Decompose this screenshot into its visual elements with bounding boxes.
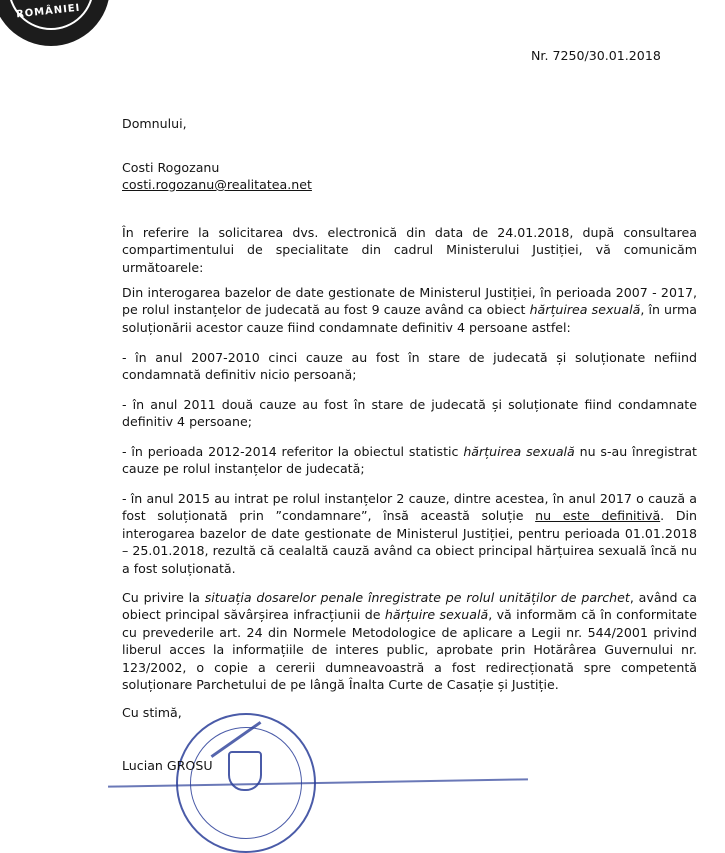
bullet4-text-b: . Din interogarea bazelor de date gestionate de Ministerul Justiției, pentru perioada 01.01.2018 – 25.01.2018, rezultă că cealaltă cauză având ca obiect principal hărțuirea sexuală încă nu a fost soluționată.: [122, 508, 697, 576]
final-text-c: , vă informăm că în conformitate cu prevederile art. 24 din Normele Metodologice de aplicare a Legii nr. 544/2001 privind liberul acces la informațiile de interes public, aprobate prin Hotărârea Guvernului nr. 123/2002, o copie a cererii dumneavoastră a fost redirecționată spre competentă soluționare Parchetului de pe lângă Înalta Curte de Casație și Justiție.: [122, 607, 697, 693]
recipient-name: Costi Rogozanu: [122, 160, 220, 175]
reference-number: Nr. 7250/30.01.2018: [531, 48, 661, 63]
bullet-2015: [122, 490, 697, 577]
ministry-seal-logo: [0, 0, 110, 46]
prosecution-paragraph: [122, 589, 697, 693]
intro-paragraph: În referire la solicitarea dvs. electronică din data de 24.01.2018, după consultarea compartimentului de specialitate din cadrul Ministerului Justiției, vă comunicăm următoarele:: [122, 225, 697, 275]
data-text-emphasis: hărțuirea sexuală: [529, 302, 641, 318]
signature-line: [108, 778, 528, 787]
final-emphasis-2: hărțuire sexuală: [384, 607, 489, 623]
closing-salutation: Cu stimă,: [122, 705, 182, 720]
bullet4-underlined: nu este definitivă: [535, 508, 661, 524]
bullet-2012-2014: [122, 443, 697, 478]
bullet3-emphasis: hărțuirea sexuală: [463, 444, 575, 459]
data-text-a: Din interogarea bazelor de date gestionate de Ministerul Justiției, în perioada 2007 - 2017, pe rolul instanțelor de judecată au fost 9 cauze având ca obiect: [122, 285, 697, 318]
bullet-2007-2010: - în anul 2007-2010 cinci cauze au fost în stare de judecată și soluționate nefiind condamnată definitiv nicio persoană;: [122, 350, 697, 383]
greeting: Domnului,: [122, 116, 187, 131]
bullet3-text-a: - în perioada 2012-2014 referitor la obiectul statistic: [122, 444, 464, 459]
bullet4-text-a: - în anul 2015 au intrat pe rolul instanțelor 2 cauze, dintre acestea, în anul 2017 o cauză a fost soluționată prin ”condamnare”, însă această soluție: [122, 491, 697, 524]
bullet-2011: - în anul 2011 două cauze au fost în stare de judecată și soluționate fiind condamnate definitiv 4 persoane;: [122, 397, 697, 430]
final-text-b: , având ca obiect principal săvârșirea infracțiunii de: [122, 590, 697, 623]
signer-name: Lucian GROSU: [122, 758, 213, 773]
seal-text: ROMÂNIEI: [15, 2, 81, 21]
recipient-email[interactable]: costi.rogozanu@realitatea.net: [122, 177, 312, 192]
data-text-b: , în urma soluționării acestor cauze fiind condamnate definitiv 4 persoane astfel:: [122, 302, 697, 335]
data-paragraph: [122, 284, 697, 336]
final-text-a: Cu privire la: [122, 590, 205, 605]
final-emphasis-1: situația dosarelor penale înregistrate pe rolul unităților de parchet: [204, 590, 630, 605]
bullet3-text-b: nu s-au înregistrat cauze pe rolul instanțelor de judecată;: [122, 444, 697, 477]
